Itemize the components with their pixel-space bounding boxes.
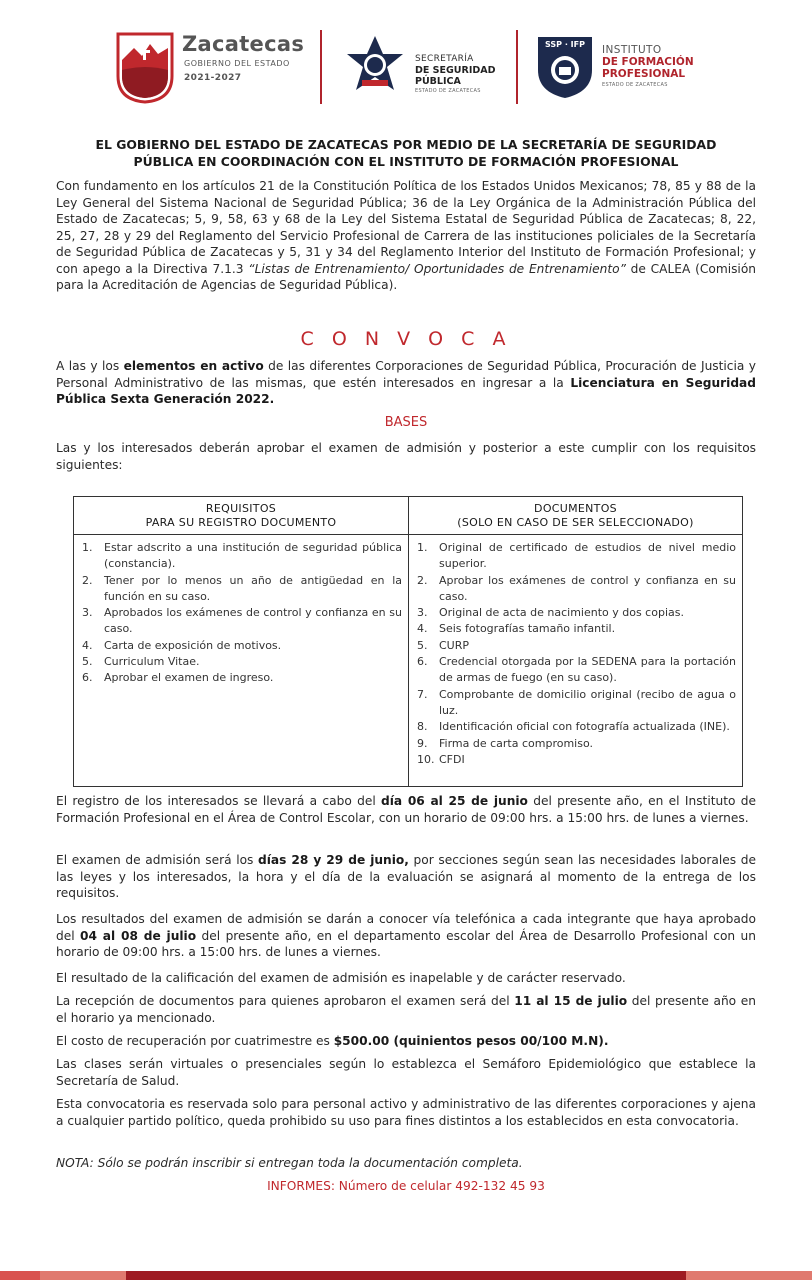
intro-text-1: Con fundamento en los artículos 21 de la Constitución Política de los Estados Unidos Mexicanos; 78, 85 y 88 de la Ley General del Sistema Nacional de Seguridad Pública; 36 de la Ley Orgánica de la Administración Pública del Estado de Zacatecas; 5, 9, 58, 63 y 68 de la Ley del Sistema Estatal de Seguridad Pública de Zacatecas; 8, 22, 25, 27, 28 y 29 del Reglamento del Servicio Profesional de Carrera de las instituciones policiales de la Secretaría de Seguridad Pública de Zacatecas y 5, 31 y 34 del Reglamento Interior del Instituto de Formación Profesional; y con apego a la Directiva 7.1.3 — [56, 179, 756, 276]
list-item — [417, 573, 736, 606]
costo-text: El costo de recuperación por cuatrimestre es — [56, 1034, 334, 1048]
bar-segment — [40, 1271, 126, 1280]
requirements-table — [73, 496, 743, 787]
list-item — [82, 540, 402, 573]
header-divider — [516, 30, 518, 104]
item-text: Aprobados los exámenes de control y confianza en su caso. — [104, 606, 402, 636]
documentos-column — [409, 497, 742, 786]
item-text: CFDI — [439, 752, 465, 766]
item-text: Aprobar el examen de ingreso. — [104, 671, 274, 685]
resultados-bold: 04 al 08 de julio — [80, 928, 197, 943]
registro-paragraph — [56, 793, 756, 826]
item-number: 6. — [417, 655, 428, 669]
examen-bold: días 28 y 29 de junio, — [258, 853, 409, 867]
list-item — [82, 654, 402, 670]
heading-line1: EL GOBIERNO DEL ESTADO DE ZACATECAS POR MEDIO DE LA SECRETARÍA DE SEGURIDAD — [95, 137, 717, 152]
item-number: 4. — [417, 622, 428, 636]
list-item — [82, 573, 402, 606]
requisitos-list — [74, 535, 408, 687]
documentos-header-line2: (SOLO EN CASO DE SER SELECCIONADO) — [457, 516, 694, 529]
ifp-line3: PROFESIONAL — [602, 68, 686, 80]
list-item — [417, 752, 736, 768]
registro-text: El registro de los interesados se llevará a cabo del — [56, 794, 382, 808]
resultados-text: del presente año, en el departamento escolar del Área de Desarrollo Profesional con un horario de 09:00 hrs. a 15:00 hrs. de lunes a viernes. — [56, 928, 757, 959]
item-text: Original de certificado de estudios de nivel medio superior. — [439, 541, 736, 571]
resultados-paragraph — [56, 911, 756, 961]
item-number: 5. — [417, 638, 428, 652]
ifp-badge-text: SSP · IFP — [545, 40, 585, 49]
resultados-text: Los resultados del examen de admisión se darán a conocer vía telefónica a cada integrante que haya aprobado del — [56, 912, 756, 943]
item-number: 5. — [82, 655, 93, 669]
zacatecas-title: Zacatecas — [182, 32, 305, 56]
heading-line2: PÚBLICA EN COORDINACIÓN CON EL INSTITUTO DE FORMACIÓN PROFESIONAL — [133, 154, 679, 169]
document-heading — [56, 136, 756, 170]
calificacion-paragraph: El resultado de la calificación del examen de admisión es inapelable y de carácter reservado. — [56, 971, 626, 985]
clases-paragraph: Las clases serán virtuales o presenciales según lo establezca el Semáforo Epidemiológico que establece la Secretaría de Salud. — [56, 1057, 756, 1088]
requisitos-header-line2: PARA SU REGISTRO DOCUMENTO — [145, 516, 337, 529]
item-number: 8. — [417, 720, 428, 734]
ssp-line1: SECRETARÍA — [415, 54, 474, 64]
examen-paragraph — [56, 852, 756, 902]
recepcion-text: del presente año en el horario ya mencionado. — [56, 994, 756, 1025]
item-number: 6. — [82, 671, 93, 685]
bar-segment — [0, 1271, 40, 1280]
recepcion-text: La recepción de documentos para quienes aprobaron el examen será del — [56, 994, 515, 1008]
bar-segment — [686, 1271, 812, 1280]
costo-bold: $500.00 (quinientos pesos 00/100 M.N). — [333, 1034, 609, 1048]
list-item — [82, 638, 402, 654]
item-text: Estar adscrito a una institución de seguridad pública (constancia). — [104, 541, 402, 571]
examen-text: El examen de admisión será los — [56, 853, 259, 867]
item-text: Carta de exposición de motivos. — [104, 638, 282, 652]
item-text: Curriculum Vitae. — [104, 655, 200, 669]
recepcion-paragraph — [56, 993, 756, 1026]
item-number: 9. — [417, 736, 428, 750]
list-item — [417, 638, 736, 654]
item-number: 1. — [417, 541, 428, 554]
documentos-header-line1: DOCUMENTOS — [534, 502, 617, 515]
header-divider — [320, 30, 322, 104]
list-item — [417, 654, 736, 687]
registro-text: del presente año, en el Instituto de Formación Profesional en el Área de Control Escolar, con un horario de 09:00 hrs. a 15:00 hrs. de lunes a viernes. — [56, 794, 756, 825]
ssp-line2: DE SEGURIDAD — [415, 65, 496, 76]
list-item — [417, 719, 736, 735]
call-paragraph — [56, 358, 756, 408]
item-text: Tener por lo menos un año de antigüedad en la función en su caso. — [104, 573, 402, 603]
list-item — [82, 670, 402, 686]
requisitos-header-line1: REQUISITOS — [205, 502, 277, 515]
recepcion-bold: 11 al 15 de julio — [514, 994, 628, 1008]
list-item — [82, 605, 402, 638]
documentos-header — [409, 497, 742, 535]
ssp-line4: ESTADO DE ZACATECAS — [415, 88, 481, 94]
bases-intro: Las y los interesados deberán aprobar el examen de admisión y posterior a este cumplir con los requisitos siguientes: — [56, 441, 756, 472]
ssp-line3: PÚBLICA — [415, 76, 461, 87]
zacatecas-subtitle: GOBIERNO DEL ESTADO — [184, 59, 290, 68]
item-number: 3. — [417, 606, 428, 620]
list-item — [417, 540, 736, 573]
bases-title: BASES — [384, 415, 428, 430]
item-number: 1. — [82, 541, 93, 554]
call-text: de las diferentes Corporaciones de Seguridad Pública, Procuración de Justicia y Personal Administrativo de las mismas, que estén interesados en ingresar a la — [56, 359, 756, 390]
call-bold: Licenciatura en Seguridad Pública Sexta Generación 2022. — [56, 375, 756, 406]
list-item — [417, 621, 736, 637]
reservada-paragraph: Esta convocatoria es reservada solo para personal activo y administrativo de las diferentes corporaciones y ajena a cualquier partido político, queda prohibido su uso para fines distintos a los establecidos en esta convocatoria. — [56, 1097, 756, 1128]
convoca-title: C O N V O C A — [300, 328, 512, 350]
item-text: Firma de carta compromiso. — [439, 736, 593, 750]
call-bold: elementos en activo — [123, 359, 264, 373]
intro-directive: “Listas de Entrenamiento/ Oportunidades de Entrenamiento” — [248, 261, 626, 276]
ifp-line2: DE FORMACIÓN — [602, 56, 694, 68]
zacatecas-years: 2021-2027 — [184, 73, 242, 83]
item-text: Comprobante de domicilio original (recibo de agua o luz. — [439, 687, 736, 717]
call-text: A las y los — [56, 359, 124, 373]
zacatecas-coat-icon — [114, 30, 176, 104]
requisitos-column — [74, 497, 409, 786]
item-number: 2. — [417, 573, 428, 587]
requisitos-header — [74, 497, 408, 535]
page-header — [0, 0, 812, 120]
documentos-list — [409, 535, 742, 768]
costo-paragraph — [56, 1033, 756, 1050]
item-number: 10. — [417, 752, 435, 766]
police-star-badge-icon — [342, 34, 408, 100]
registro-bold: día 06 al 25 de junio — [381, 794, 528, 808]
item-text: Aprobar los exámenes de control y confianza en su caso. — [439, 573, 736, 603]
bottom-decorative-bar — [0, 1271, 812, 1280]
informes-line: INFORMES: Número de celular 492-132 45 93 — [267, 1179, 545, 1193]
item-text: Seis fotografías tamaño infantil. — [439, 622, 616, 636]
item-number: 4. — [82, 638, 93, 652]
nota-paragraph: NOTA: Sólo se podrán inscribir si entregan toda la documentación completa. — [56, 1156, 523, 1170]
item-text: Original de acta de nacimiento y dos copias. — [439, 606, 684, 620]
item-text: Credencial otorgada por la SEDENA para la portación de armas de fuego (en su caso). — [439, 655, 736, 685]
item-text: Identificación oficial con fotografía actualizada (INE). — [439, 720, 730, 734]
ifp-line4: ESTADO DE ZACATECAS — [602, 82, 668, 88]
item-text: CURP — [439, 638, 470, 652]
list-item — [417, 605, 736, 621]
ifp-line1: INSTITUTO — [602, 44, 662, 56]
item-number: 7. — [417, 687, 428, 701]
bar-segment — [126, 1271, 686, 1280]
intro-text-2: de CALEA (Comisión para la Acreditación de Agencias de Seguridad Pública). — [56, 261, 756, 292]
list-item — [417, 736, 736, 752]
list-item — [417, 687, 736, 720]
ifp-shield-icon — [535, 34, 595, 100]
item-number: 2. — [82, 573, 93, 587]
examen-text: por secciones según sean las necesidades laborales de las leyes y los interesados, la hora y el día de la evaluación se asignará al momento de la entrega de los requisitos. — [56, 853, 756, 900]
intro-paragraph — [56, 178, 756, 294]
item-number: 3. — [82, 606, 93, 620]
